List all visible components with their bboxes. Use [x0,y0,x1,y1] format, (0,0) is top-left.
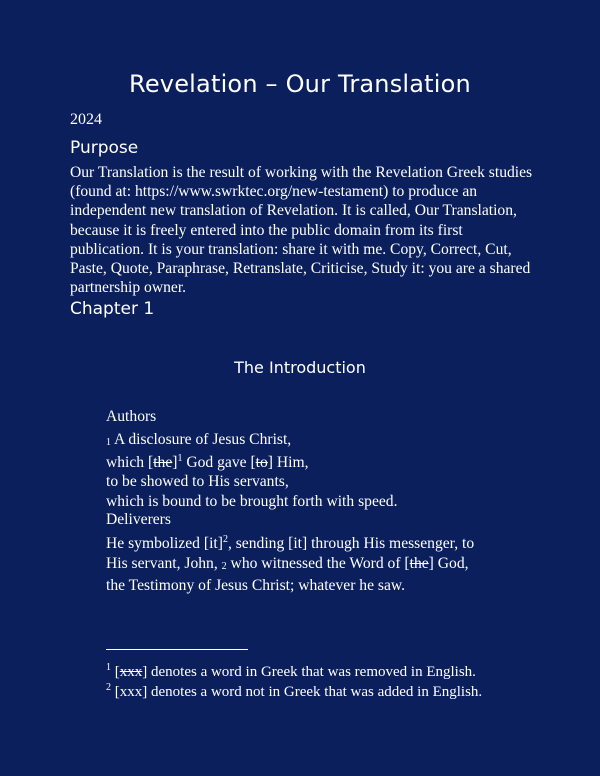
section-heading: The Introduction [234,358,366,377]
deliverers-label: Deliverers [106,511,171,528]
document-title: Revelation – Our Translation [129,70,471,98]
footnote-divider [106,649,248,650]
footnote-1: $^1$ [xxx] denotes a word in Greek that was removed in English. [106,662,476,680]
authors-label: Authors [106,408,157,425]
verse-line: which is bound to be brought forth with speed. [106,492,398,510]
verse-line: 1 A disclosure of Jesus Christ, [106,431,292,448]
struck-word: xxx [119,664,143,680]
struck-word: to [255,453,268,471]
verse-line: the Testimony of Jesus Christ; whatever he saw. [106,577,406,594]
footnote-ref[interactable]: 2 [222,533,228,545]
verse-line: which [the]$^1$ God gave [to] Him, [106,452,309,471]
verse-block-deliverers [106,534,526,596]
purpose-heading: Purpose [70,138,139,158]
verse-line: He symbolized [it]$^2$, sending [it] through His messenger, to [106,533,475,552]
verse-line: His servant, John, 2 who witnessed the Word of [the] God, [106,554,469,572]
purpose-paragraph: Our Translation is the result of working with the Revelation Greek studies (found at: https://www.swrktec.org/new-testament) to produce an independent new translation of Revelation. It is called, Our Translation, because it is freely entered into the public domain from its first publication. It is your translation: share it with me. Copy, Correct, Cut, Paste, Quote, Paraphrase, Retranslate, Criticise, Study it: you are a shared partnership owner. [70,164,533,297]
struck-word: the [409,554,429,572]
chapter-heading: Chapter 1 [70,299,155,319]
document-year: 2024 [70,111,102,128]
verse-number: 2 [221,560,227,572]
struck-word: the [153,453,173,471]
footnote-ref[interactable]: 1 [177,452,183,464]
verse-number: 1 [106,437,111,448]
verse-block-authors [106,430,526,511]
verse-line: to be showed to His servants, [106,473,289,490]
footnote-2: $^2$ [xxx] denotes a word not in Greek that was added in English. [106,682,483,700]
